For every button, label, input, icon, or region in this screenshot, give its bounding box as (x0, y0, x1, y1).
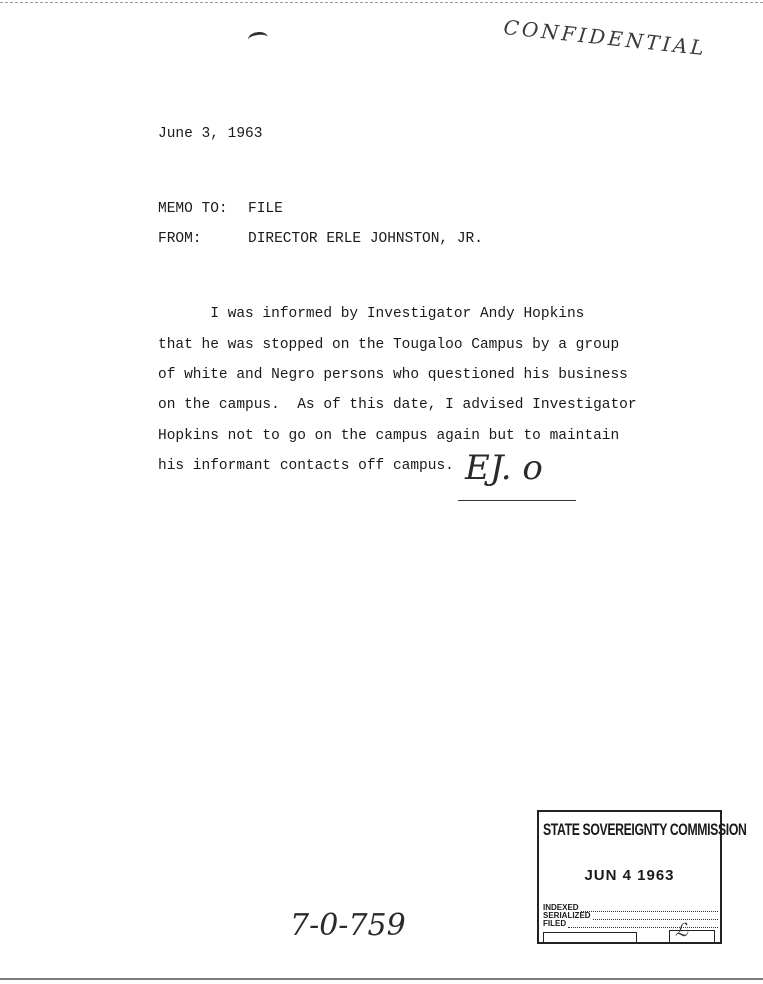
stamp-handwritten-initial-icon: ℒ (675, 920, 688, 941)
stamp-field-serialized (543, 912, 718, 920)
confidential-handwritten-mark: CONFIDENTIAL (502, 15, 708, 61)
handwritten-initials: EJ. o (465, 448, 543, 488)
memo-date: June 3, 1963 (158, 126, 263, 142)
stamp-fields (543, 904, 718, 928)
memo-to-label: MEMO TO: (158, 201, 228, 217)
received-stamp (537, 810, 747, 944)
stamp-title: STATE SOVEREIGNTY COMMISSION (543, 820, 747, 839)
memo-body-line: his informant contacts off campus. (158, 458, 454, 475)
memo-body-line: I was informed by Investigator Andy Hopkins (158, 306, 585, 323)
stamp-blank-box (543, 932, 637, 944)
memo-from-line (158, 232, 483, 247)
stamp-date: JUN 4 1963 (584, 867, 675, 884)
stamp-field-filed (543, 920, 718, 928)
handwritten-file-number: 7-0-759 (290, 908, 406, 943)
signature-underline (458, 500, 576, 501)
memo-body-line: on the campus. As of this date, I advised Investigator (158, 397, 637, 414)
page-top-edge (0, 2, 763, 3)
stamp-field-label: FILED (543, 919, 567, 928)
stamp-field-label: INDEXED (543, 903, 579, 912)
memo-from-label: FROM: (158, 231, 202, 247)
memo-to-value: FILE (248, 201, 283, 217)
stamp-field-dots (568, 921, 718, 928)
memo-body-line: of white and Negro persons who questioned his business (158, 367, 628, 384)
memo-body-line: that he was stopped on the Tougaloo Campus by a group (158, 336, 620, 353)
memo-body-line: Hopkins not to go on the campus again but to maintain (158, 427, 620, 444)
check-mark-icon (247, 31, 269, 47)
stamp-field-label: SERIALIZED (543, 911, 591, 920)
stamp-field-dots (581, 905, 718, 912)
memo-from-value: DIRECTOR ERLE JOHNSTON, JR. (248, 231, 483, 247)
memo-body (158, 292, 637, 490)
page-bottom-edge (0, 978, 763, 980)
memo-to-line (158, 202, 283, 217)
stamp-field-dots (593, 913, 718, 920)
